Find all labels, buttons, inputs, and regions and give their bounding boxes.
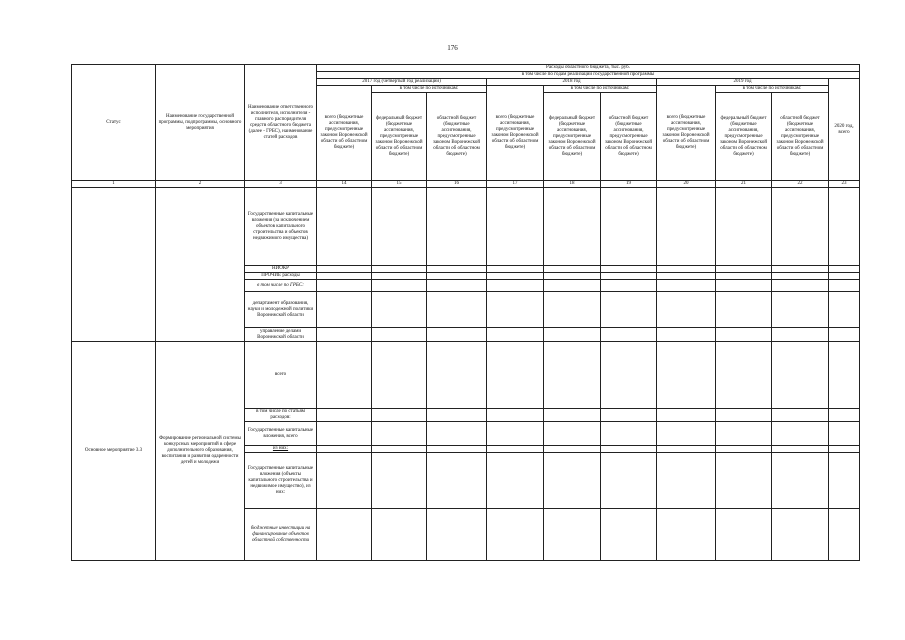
table-cell bbox=[317, 422, 372, 446]
col-number: 14 bbox=[317, 181, 372, 188]
header-expenses: Расходы областного бюджета, тыс. руб. bbox=[317, 65, 860, 72]
table-cell bbox=[601, 280, 657, 292]
table-cell bbox=[544, 266, 601, 273]
table-cell bbox=[317, 509, 372, 561]
table-cell bbox=[772, 280, 829, 292]
header-program-name: Наименование государственной программы, подпрограммы, основного мероприятия bbox=[156, 65, 245, 181]
table-cell bbox=[427, 280, 487, 292]
table-cell bbox=[487, 280, 544, 292]
table-cell bbox=[601, 446, 657, 453]
table-cell bbox=[372, 273, 427, 280]
table-cell bbox=[601, 422, 657, 446]
table-cell bbox=[772, 292, 829, 328]
table-cell bbox=[487, 342, 544, 409]
table-cell bbox=[427, 188, 487, 266]
row-label-other: ПРОЧИЕ расходы bbox=[245, 273, 317, 280]
row-label-niokr: НИОКР bbox=[245, 266, 317, 273]
table-cell bbox=[829, 292, 860, 328]
table-cell bbox=[317, 446, 372, 453]
header-by-years: в том числе по годам реализации государственной программы bbox=[317, 72, 860, 79]
table-cell bbox=[487, 509, 544, 561]
col-number: 17 bbox=[487, 181, 544, 188]
table-cell bbox=[487, 292, 544, 328]
table-cell bbox=[487, 188, 544, 266]
table-cell bbox=[487, 422, 544, 446]
table-cell bbox=[317, 453, 372, 509]
table-cell bbox=[772, 188, 829, 266]
table-cell bbox=[772, 409, 829, 422]
table-cell bbox=[601, 266, 657, 273]
table-cell bbox=[544, 292, 601, 328]
table-cell bbox=[657, 509, 716, 561]
table-cell bbox=[829, 453, 860, 509]
table-cell bbox=[544, 273, 601, 280]
table-cell bbox=[829, 266, 860, 273]
table-cell bbox=[372, 446, 427, 453]
table-cell bbox=[372, 453, 427, 509]
col-number: 20 bbox=[657, 181, 716, 188]
table-cell bbox=[487, 266, 544, 273]
table-cell bbox=[487, 409, 544, 422]
table-cell bbox=[716, 342, 772, 409]
table-cell bbox=[829, 273, 860, 280]
table-cell bbox=[772, 273, 829, 280]
table-cell bbox=[772, 342, 829, 409]
col-number: 2 bbox=[156, 181, 245, 188]
table-cell bbox=[657, 266, 716, 273]
table-cell bbox=[657, 409, 716, 422]
col-number: 3 bbox=[245, 181, 317, 188]
table-cell bbox=[427, 342, 487, 409]
col-number: 18 bbox=[544, 181, 601, 188]
table-cell bbox=[372, 509, 427, 561]
table-cell bbox=[716, 446, 772, 453]
table-cell bbox=[427, 446, 487, 453]
header-status: Статус bbox=[72, 65, 156, 181]
header-2017-total: всего (бюджетные ассигнования, предусмотренные законом Воронежской области об областном бюджете) bbox=[317, 86, 372, 181]
table-cell bbox=[657, 280, 716, 292]
table-cell bbox=[544, 342, 601, 409]
table-cell bbox=[601, 342, 657, 409]
table-cell bbox=[772, 453, 829, 509]
table-cell bbox=[772, 446, 829, 453]
budget-table bbox=[71, 64, 860, 561]
header-2017-sources: в том числе по источникам: bbox=[372, 86, 487, 93]
header-2018-sources: в том числе по источникам: bbox=[544, 86, 657, 93]
table-cell bbox=[372, 328, 427, 342]
col-number: 19 bbox=[601, 181, 657, 188]
table-cell bbox=[601, 292, 657, 328]
table-cell bbox=[372, 422, 427, 446]
table-cell bbox=[427, 292, 487, 328]
table-cell bbox=[601, 409, 657, 422]
header-2019-federal: федеральный бюджет (бюджетные ассигнования, предусмотренные законом Воронежской области об областном бюджете) bbox=[716, 93, 772, 181]
table-cell bbox=[716, 422, 772, 446]
table-cell bbox=[716, 328, 772, 342]
header-2020-total: 2020 год, всего bbox=[829, 79, 860, 181]
header-2017-federal: федеральный бюджет (бюджетные ассигнования, предусмотренные законом Воронежской области об областном бюджете) bbox=[372, 93, 427, 181]
table-cell bbox=[829, 280, 860, 292]
table-cell bbox=[544, 453, 601, 509]
program-cell-empty bbox=[156, 188, 245, 342]
table-cell bbox=[544, 409, 601, 422]
table-cell bbox=[657, 188, 716, 266]
table-cell bbox=[372, 188, 427, 266]
header-2019-sources: в том числе по источникам: bbox=[716, 86, 829, 93]
table-cell bbox=[716, 188, 772, 266]
table-cell bbox=[601, 188, 657, 266]
table-cell bbox=[427, 266, 487, 273]
table-cell bbox=[716, 273, 772, 280]
table-cell bbox=[317, 328, 372, 342]
header-2018-regional: областной бюджет (бюджетные ассигнования, предусмотренные законом Воронежской области об областном бюджете) bbox=[601, 93, 657, 181]
col-number: 1 bbox=[72, 181, 156, 188]
table-cell bbox=[657, 292, 716, 328]
table-cell bbox=[657, 328, 716, 342]
table-cell bbox=[427, 328, 487, 342]
table-cell bbox=[544, 422, 601, 446]
table-cell bbox=[601, 328, 657, 342]
table-cell bbox=[716, 266, 772, 273]
table-cell bbox=[829, 422, 860, 446]
table-cell bbox=[657, 446, 716, 453]
col-number: 23 bbox=[829, 181, 860, 188]
table-cell bbox=[829, 409, 860, 422]
row-label-by-articles: в том числе по статьям расходов: bbox=[245, 409, 317, 422]
table-cell bbox=[427, 509, 487, 561]
table-cell bbox=[544, 509, 601, 561]
table-cell bbox=[601, 273, 657, 280]
row-label-department: департамент образования, науки и молодежной политики Воронежской области bbox=[245, 292, 317, 328]
measure-status: Основное мероприятие 3.3 bbox=[72, 342, 156, 561]
table-cell bbox=[716, 280, 772, 292]
table-cell bbox=[317, 266, 372, 273]
table-cell bbox=[716, 453, 772, 509]
col-number: 16 bbox=[427, 181, 487, 188]
table-cell bbox=[716, 409, 772, 422]
table-cell bbox=[829, 188, 860, 266]
row-label-affairs: управление делами Воронежской области bbox=[245, 328, 317, 342]
table-cell bbox=[427, 273, 487, 280]
row-label-cap-objects: Государственные капитальные вложения (объекты капитального строительства и недвижимое имущество), из них: bbox=[245, 453, 317, 509]
table-cell bbox=[772, 509, 829, 561]
col-number: 21 bbox=[716, 181, 772, 188]
col-number: 15 bbox=[372, 181, 427, 188]
row-label-cap-total: Государственные капитальные вложения, всего bbox=[245, 422, 317, 446]
header-2018: 2018 год bbox=[487, 79, 657, 86]
table-cell bbox=[317, 188, 372, 266]
table-cell bbox=[657, 453, 716, 509]
table-cell bbox=[772, 422, 829, 446]
table-cell bbox=[427, 422, 487, 446]
row-label-of-them: из них: bbox=[245, 446, 317, 453]
table-cell bbox=[427, 453, 487, 509]
header-2019-total: всего (бюджетные ассигнования, предусмотренные законом Воронежской области об областном бюджете) bbox=[657, 86, 716, 181]
header-2017: 2017 год (четвертый год реализации) bbox=[317, 79, 487, 86]
table-cell bbox=[317, 342, 372, 409]
table-cell bbox=[317, 292, 372, 328]
table-cell bbox=[544, 188, 601, 266]
table-cell bbox=[829, 446, 860, 453]
table-cell bbox=[544, 280, 601, 292]
table-cell bbox=[427, 409, 487, 422]
table-cell bbox=[657, 422, 716, 446]
measure-name: Формирование региональной системы конкурсных мероприятий в сфере дополнительного образования, воспитания и развития одаренности детей и молодежи bbox=[156, 342, 245, 561]
table-cell bbox=[772, 266, 829, 273]
header-executor: Наименование ответственного исполнителя, исполнителя - главного распорядителя средств областного бюджета (далее - ГРБС), наименование статей расходов bbox=[245, 65, 317, 181]
table-cell bbox=[372, 280, 427, 292]
table-cell bbox=[372, 409, 427, 422]
table-cell bbox=[544, 328, 601, 342]
table-cell bbox=[317, 280, 372, 292]
page-number: 176 bbox=[447, 44, 458, 52]
table-cell bbox=[372, 342, 427, 409]
header-2019: 2019 год bbox=[657, 79, 829, 86]
table-cell bbox=[829, 509, 860, 561]
row-label-grbs: в том числе по ГРБС: bbox=[245, 280, 317, 292]
header-2018-total: всего (бюджетные ассигнования, предусмотренные законом Воронежской области об областном бюджете) bbox=[487, 86, 544, 181]
header-2019-regional: областной бюджет (бюджетные ассигнования, предусмотренные законом Воронежской области об областном бюджете) bbox=[772, 93, 829, 181]
table-cell bbox=[487, 453, 544, 509]
col-number: 22 bbox=[772, 181, 829, 188]
table-cell bbox=[657, 273, 716, 280]
table-cell bbox=[829, 342, 860, 409]
table-cell bbox=[487, 273, 544, 280]
table-cell bbox=[372, 292, 427, 328]
table-cell bbox=[372, 266, 427, 273]
row-label-cofinance: бюджетные инвестиции на финансирование объектов областной собственности bbox=[245, 509, 317, 561]
table-cell bbox=[317, 409, 372, 422]
table-cell bbox=[829, 328, 860, 342]
table-cell bbox=[601, 509, 657, 561]
row-label-total: всего bbox=[245, 342, 317, 409]
table-cell bbox=[657, 342, 716, 409]
table-cell bbox=[716, 509, 772, 561]
header-2017-regional: областной бюджет (бюджетные ассигнования, предусмотренные законом Воронежской области об областном бюджете) bbox=[427, 93, 487, 181]
table-cell bbox=[544, 446, 601, 453]
table-cell bbox=[772, 328, 829, 342]
table-cell bbox=[601, 453, 657, 509]
table-cell bbox=[716, 292, 772, 328]
table-cell bbox=[487, 328, 544, 342]
header-2018-federal: федеральный бюджет (бюджетные ассигнования, предусмотренные законом Воронежской области об областном бюджете) bbox=[544, 93, 601, 181]
status-cell-empty bbox=[72, 188, 156, 342]
row-label-cap-invest: Государственные капитальные вложения (за исключением объектов капитального строительства и объектов недвижимого имущества) bbox=[245, 188, 317, 266]
table-cell bbox=[487, 446, 544, 453]
table-cell bbox=[317, 273, 372, 280]
